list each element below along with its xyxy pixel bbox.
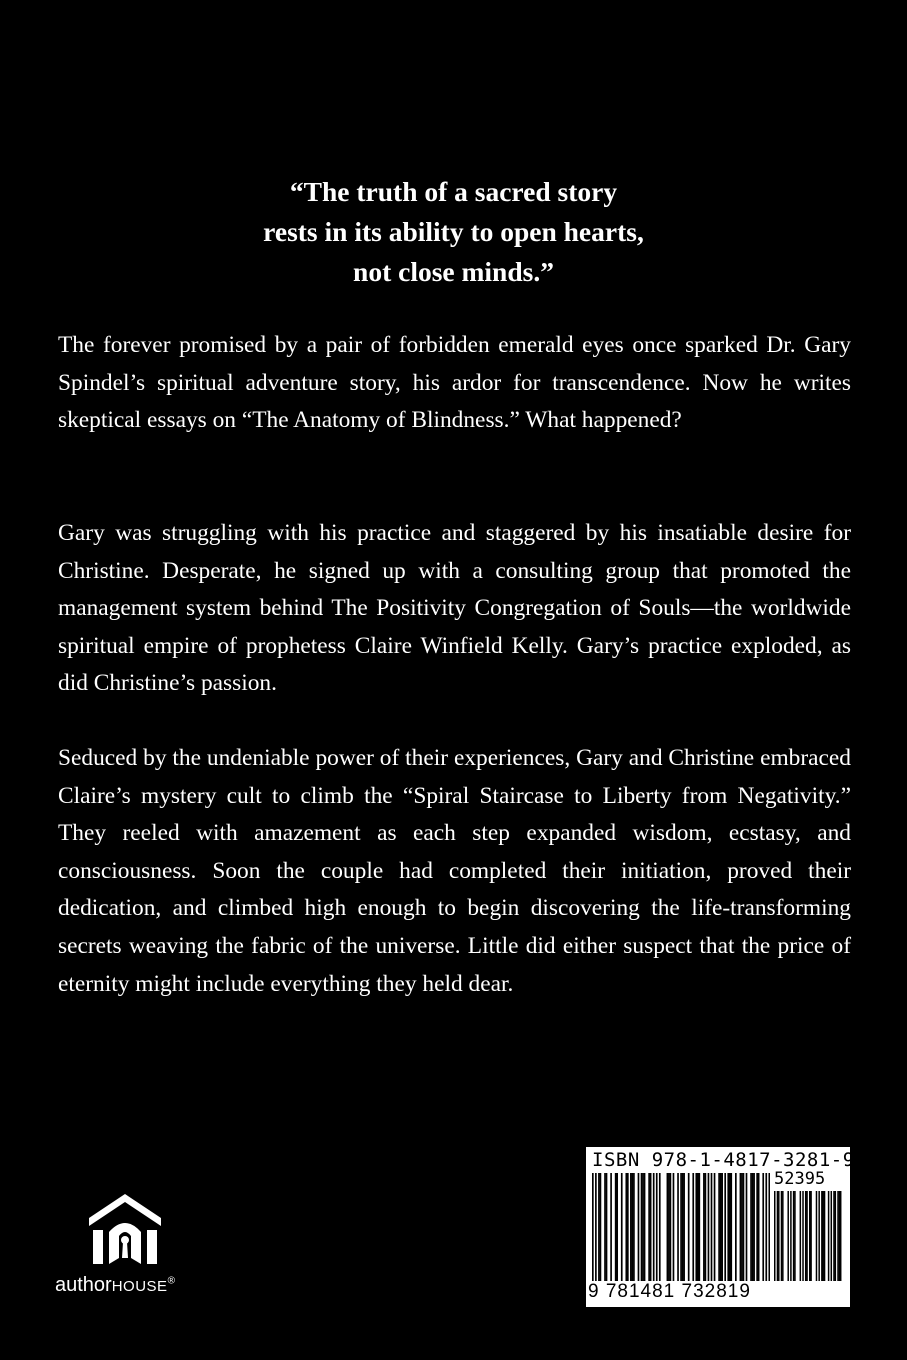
barcode-bar bbox=[762, 1173, 764, 1281]
barcode-bar bbox=[818, 1191, 820, 1281]
barcode-bar bbox=[644, 1173, 646, 1281]
blurb-paragraph-2: Gary was struggling with his practice and staggered by his insatiable desire for Christine. Desperate, he signed up with a consulting group that promoted the management system behind The Positivity Congregation of Souls—the worldwide spiritual empire of prophetess Claire Winfield Kelly. Gary’s practice exploded, as did Christine’s passion. bbox=[58, 520, 851, 697]
barcode-bar bbox=[680, 1173, 682, 1281]
barcode-bar bbox=[793, 1191, 795, 1281]
barcode-bar bbox=[840, 1191, 842, 1281]
barcode-bar bbox=[714, 1173, 716, 1281]
barcode-bar bbox=[806, 1191, 808, 1281]
barcode-bar bbox=[711, 1173, 713, 1281]
blurb-paragraph-3: Seduced by the undeniable power of their experiences, Gary and Christine embraced Claire’s mystery cult to climb the “Spiral Staircase to Liberty from Negativity.” They reeled with amazement as each step expanded wisdom, ecstasy, and consciousness. Soon the couple had completed their initiation, proved their dedication, and climbed high enough to begin discovering the life-transforming secrets weaving the fabric of the universe. Little did either suspect that the price of eternity might include everything they held dear. bbox=[58, 745, 851, 997]
barcode-bar bbox=[740, 1173, 742, 1281]
barcode-bar bbox=[682, 1173, 684, 1281]
barcode-bar bbox=[794, 1191, 796, 1281]
barcode-bar bbox=[774, 1191, 776, 1281]
barcode-bar bbox=[606, 1173, 608, 1281]
barcode-bar bbox=[802, 1191, 804, 1281]
barcode-bar bbox=[720, 1173, 722, 1281]
barcode-bar bbox=[724, 1173, 726, 1281]
barcode-bar bbox=[721, 1173, 723, 1281]
isbn-digits: 9 781481 732819 bbox=[588, 1281, 751, 1302]
barcode-bar bbox=[741, 1173, 743, 1281]
barcode-bar bbox=[833, 1191, 835, 1281]
quote-line: “The truth of a sacred story bbox=[289, 176, 618, 207]
barcode-bar bbox=[790, 1191, 792, 1281]
barcode-bar bbox=[616, 1173, 618, 1281]
publisher-name-part1: author bbox=[55, 1274, 112, 1296]
barcode-bar bbox=[810, 1191, 812, 1281]
barcode-bar bbox=[600, 1173, 602, 1281]
isbn-label: ISBN 978-1-4817-3281-9 bbox=[592, 1149, 855, 1171]
barcode-bar bbox=[650, 1173, 652, 1281]
barcode-bar bbox=[758, 1173, 760, 1281]
registered-mark: ® bbox=[167, 1275, 175, 1287]
barcode-bar bbox=[839, 1191, 841, 1281]
barcode-bar bbox=[653, 1173, 655, 1281]
barcode-bar bbox=[610, 1173, 612, 1281]
barcode-bar bbox=[621, 1173, 623, 1281]
publisher-name-part2: HOUSE bbox=[111, 1278, 168, 1295]
barcode-bar bbox=[718, 1173, 720, 1281]
barcode-bar bbox=[598, 1173, 600, 1281]
barcode-bar bbox=[727, 1173, 729, 1281]
barcode-bar bbox=[750, 1173, 752, 1281]
barcode-bar bbox=[708, 1173, 710, 1281]
barcode-bar bbox=[697, 1173, 699, 1281]
barcode-bar bbox=[667, 1173, 669, 1281]
barcode-bar bbox=[642, 1173, 644, 1281]
barcode-bar bbox=[630, 1173, 632, 1281]
barcode-bar bbox=[800, 1191, 802, 1281]
barcode-bar bbox=[705, 1173, 707, 1281]
barcode-bar bbox=[627, 1173, 629, 1281]
barcode-bar bbox=[677, 1173, 679, 1281]
barcode-bar bbox=[746, 1173, 748, 1281]
quote-line: rests in its ability to open hearts, bbox=[263, 216, 644, 247]
barcode-bar bbox=[638, 1173, 640, 1281]
barcode-bar bbox=[735, 1173, 737, 1281]
barcode-bar bbox=[809, 1191, 811, 1281]
barcode-bar bbox=[699, 1173, 701, 1281]
barcode-bar bbox=[632, 1173, 634, 1281]
barcode-bar bbox=[835, 1191, 837, 1281]
barcode-bar bbox=[768, 1173, 770, 1281]
barcode-bar bbox=[822, 1191, 824, 1281]
barcode-bar bbox=[730, 1173, 732, 1281]
barcode-bar bbox=[777, 1191, 779, 1281]
barcode-bar bbox=[753, 1173, 755, 1281]
barcode-bar bbox=[688, 1173, 690, 1281]
barcode-bar bbox=[604, 1173, 606, 1281]
barcode-addon-bars bbox=[774, 1191, 844, 1281]
price-code: 52395 bbox=[774, 1169, 826, 1189]
barcode-bar bbox=[756, 1173, 758, 1281]
barcode-bar bbox=[695, 1173, 697, 1281]
barcode-bar bbox=[656, 1173, 658, 1281]
barcode-bar bbox=[659, 1173, 661, 1281]
barcode-bar bbox=[752, 1173, 754, 1281]
barcode-bar bbox=[743, 1173, 745, 1281]
barcode-bar bbox=[648, 1173, 650, 1281]
barcode-bar bbox=[837, 1191, 839, 1281]
publisher-name bbox=[55, 1274, 175, 1297]
blurb-paragraph-1: The forever promised by a pair of forbidden emerald eyes once sparked Dr. Gary Spindel’s spiritual adventure story, his ardor for transcendence. Now he writes skeptical essays on “The Anatomy of Blindness.” What happened? bbox=[58, 332, 851, 434]
barcode-bar bbox=[703, 1173, 705, 1281]
barcode-bar bbox=[782, 1191, 784, 1281]
barcode-bar bbox=[805, 1191, 807, 1281]
barcode-bar bbox=[641, 1173, 643, 1281]
barcode-bar bbox=[673, 1173, 675, 1281]
isbn-barcode bbox=[586, 1147, 855, 1307]
barcode-bar bbox=[692, 1173, 694, 1281]
barcode-bar bbox=[781, 1191, 783, 1281]
barcode-bar bbox=[670, 1173, 672, 1281]
barcode-bar bbox=[778, 1191, 780, 1281]
barcode-bar bbox=[668, 1173, 670, 1281]
barcode-bar bbox=[816, 1191, 818, 1281]
barcode-bar bbox=[683, 1173, 685, 1281]
barcode-bar bbox=[824, 1191, 826, 1281]
barcode-bar bbox=[625, 1173, 627, 1281]
barcode-bar bbox=[821, 1191, 823, 1281]
barcode-bar bbox=[831, 1191, 833, 1281]
barcode-bar bbox=[765, 1173, 767, 1281]
quote-line: not close minds.” bbox=[353, 256, 554, 287]
publisher-logo bbox=[55, 1188, 245, 1308]
barcode-bar bbox=[633, 1173, 635, 1281]
barcode-main-bars bbox=[592, 1173, 770, 1281]
barcode-bar bbox=[828, 1191, 830, 1281]
authorhouse-house-icon bbox=[85, 1188, 165, 1268]
pull-quote bbox=[0, 172, 907, 292]
barcode-bar bbox=[729, 1173, 731, 1281]
barcode-bar bbox=[615, 1173, 617, 1281]
barcode-bar bbox=[595, 1173, 597, 1281]
barcode-bar bbox=[787, 1191, 789, 1281]
barcode-bar bbox=[592, 1173, 594, 1281]
